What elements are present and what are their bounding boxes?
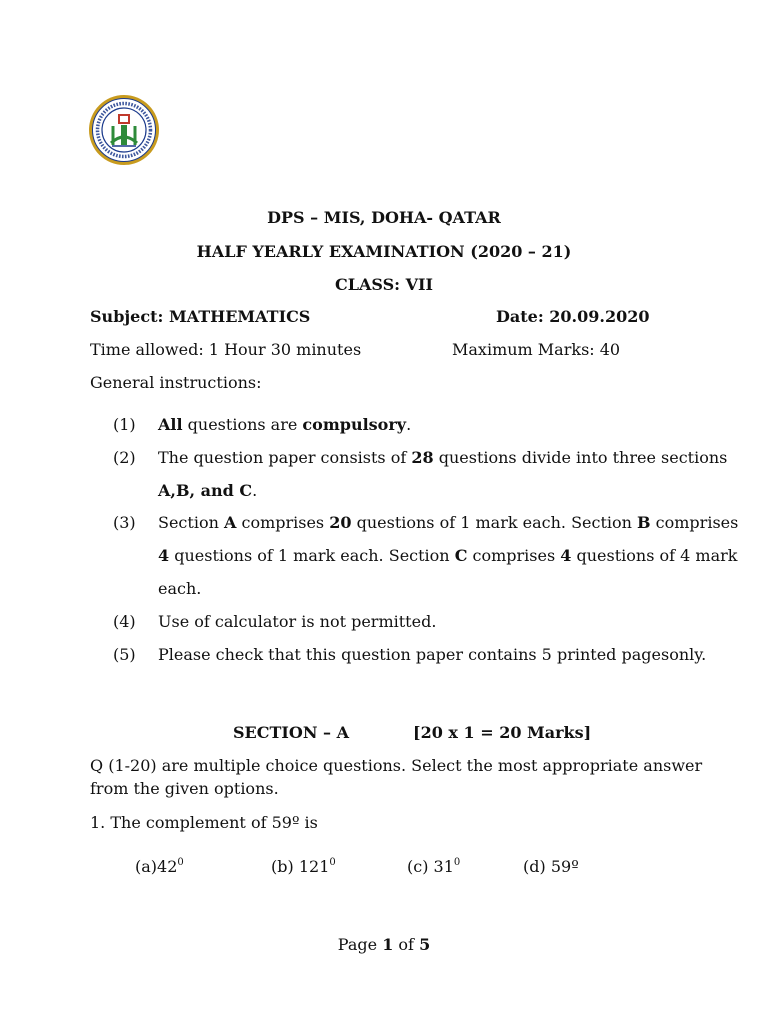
instruction-text-continued: each. [158,579,202,598]
option-c: (c) $31^0$ [407,857,461,876]
instruction-number: (5) [113,645,136,664]
school-logo-emblem [87,93,161,167]
subject-label: Subject: MATHEMATICS [90,307,311,326]
section-a-title: SECTION – A [233,723,349,742]
section-a-intro: Q (1-20) are multiple choice questions. Select the most appropriate answer [90,756,703,775]
question-1-text: 1. The complement of 59º is [90,813,318,832]
exam-date: Date: 20.09.2020 [496,307,650,326]
instruction-text: Use of calculator is not permitted. [158,612,437,631]
instruction-number: (2) [113,448,136,467]
time-allowed: Time allowed: 1 Hour 30 minutes [90,340,362,359]
section-a-marks: [20 x 1 = 20 Marks] [413,723,592,742]
exam-title: HALF YEARLY EXAMINATION (2020 – 21) [196,242,572,261]
instruction-text-continued: 4 questions of 1 mark each. Section C comprises 4 questions of 4 mark [158,546,738,565]
instruction-text: Please check that this question paper contains 5 printed pagesonly. [158,645,707,664]
school-name: DPS – MIS, DOHA- QATAR [267,208,501,227]
instruction-number: (3) [113,513,136,532]
class-label: CLASS: VII [334,275,433,294]
instruction-text-continued: A,B, and C. [158,481,258,500]
section-a-intro-continued: from the given options. [90,779,279,798]
option-a: $(a)42^0$ [135,857,184,876]
option-d: (d) 59º [523,857,579,876]
instruction-number: (1) [113,415,136,434]
instruction-number: (4) [113,612,136,631]
maximum-marks: Maximum Marks: 40 [452,340,621,359]
instruction-text: Section A comprises 20 questions of 1 mark each. Section B comprises [158,513,739,532]
instruction-text: All questions are compulsory. [158,415,412,434]
option-b: (b) $121^0$ [271,857,336,876]
page-number: Page 1 of 5 [337,935,431,954]
instructions-heading: General instructions: [90,373,262,392]
instruction-text: The question paper consists of 28 questions divide into three sections [158,448,728,467]
